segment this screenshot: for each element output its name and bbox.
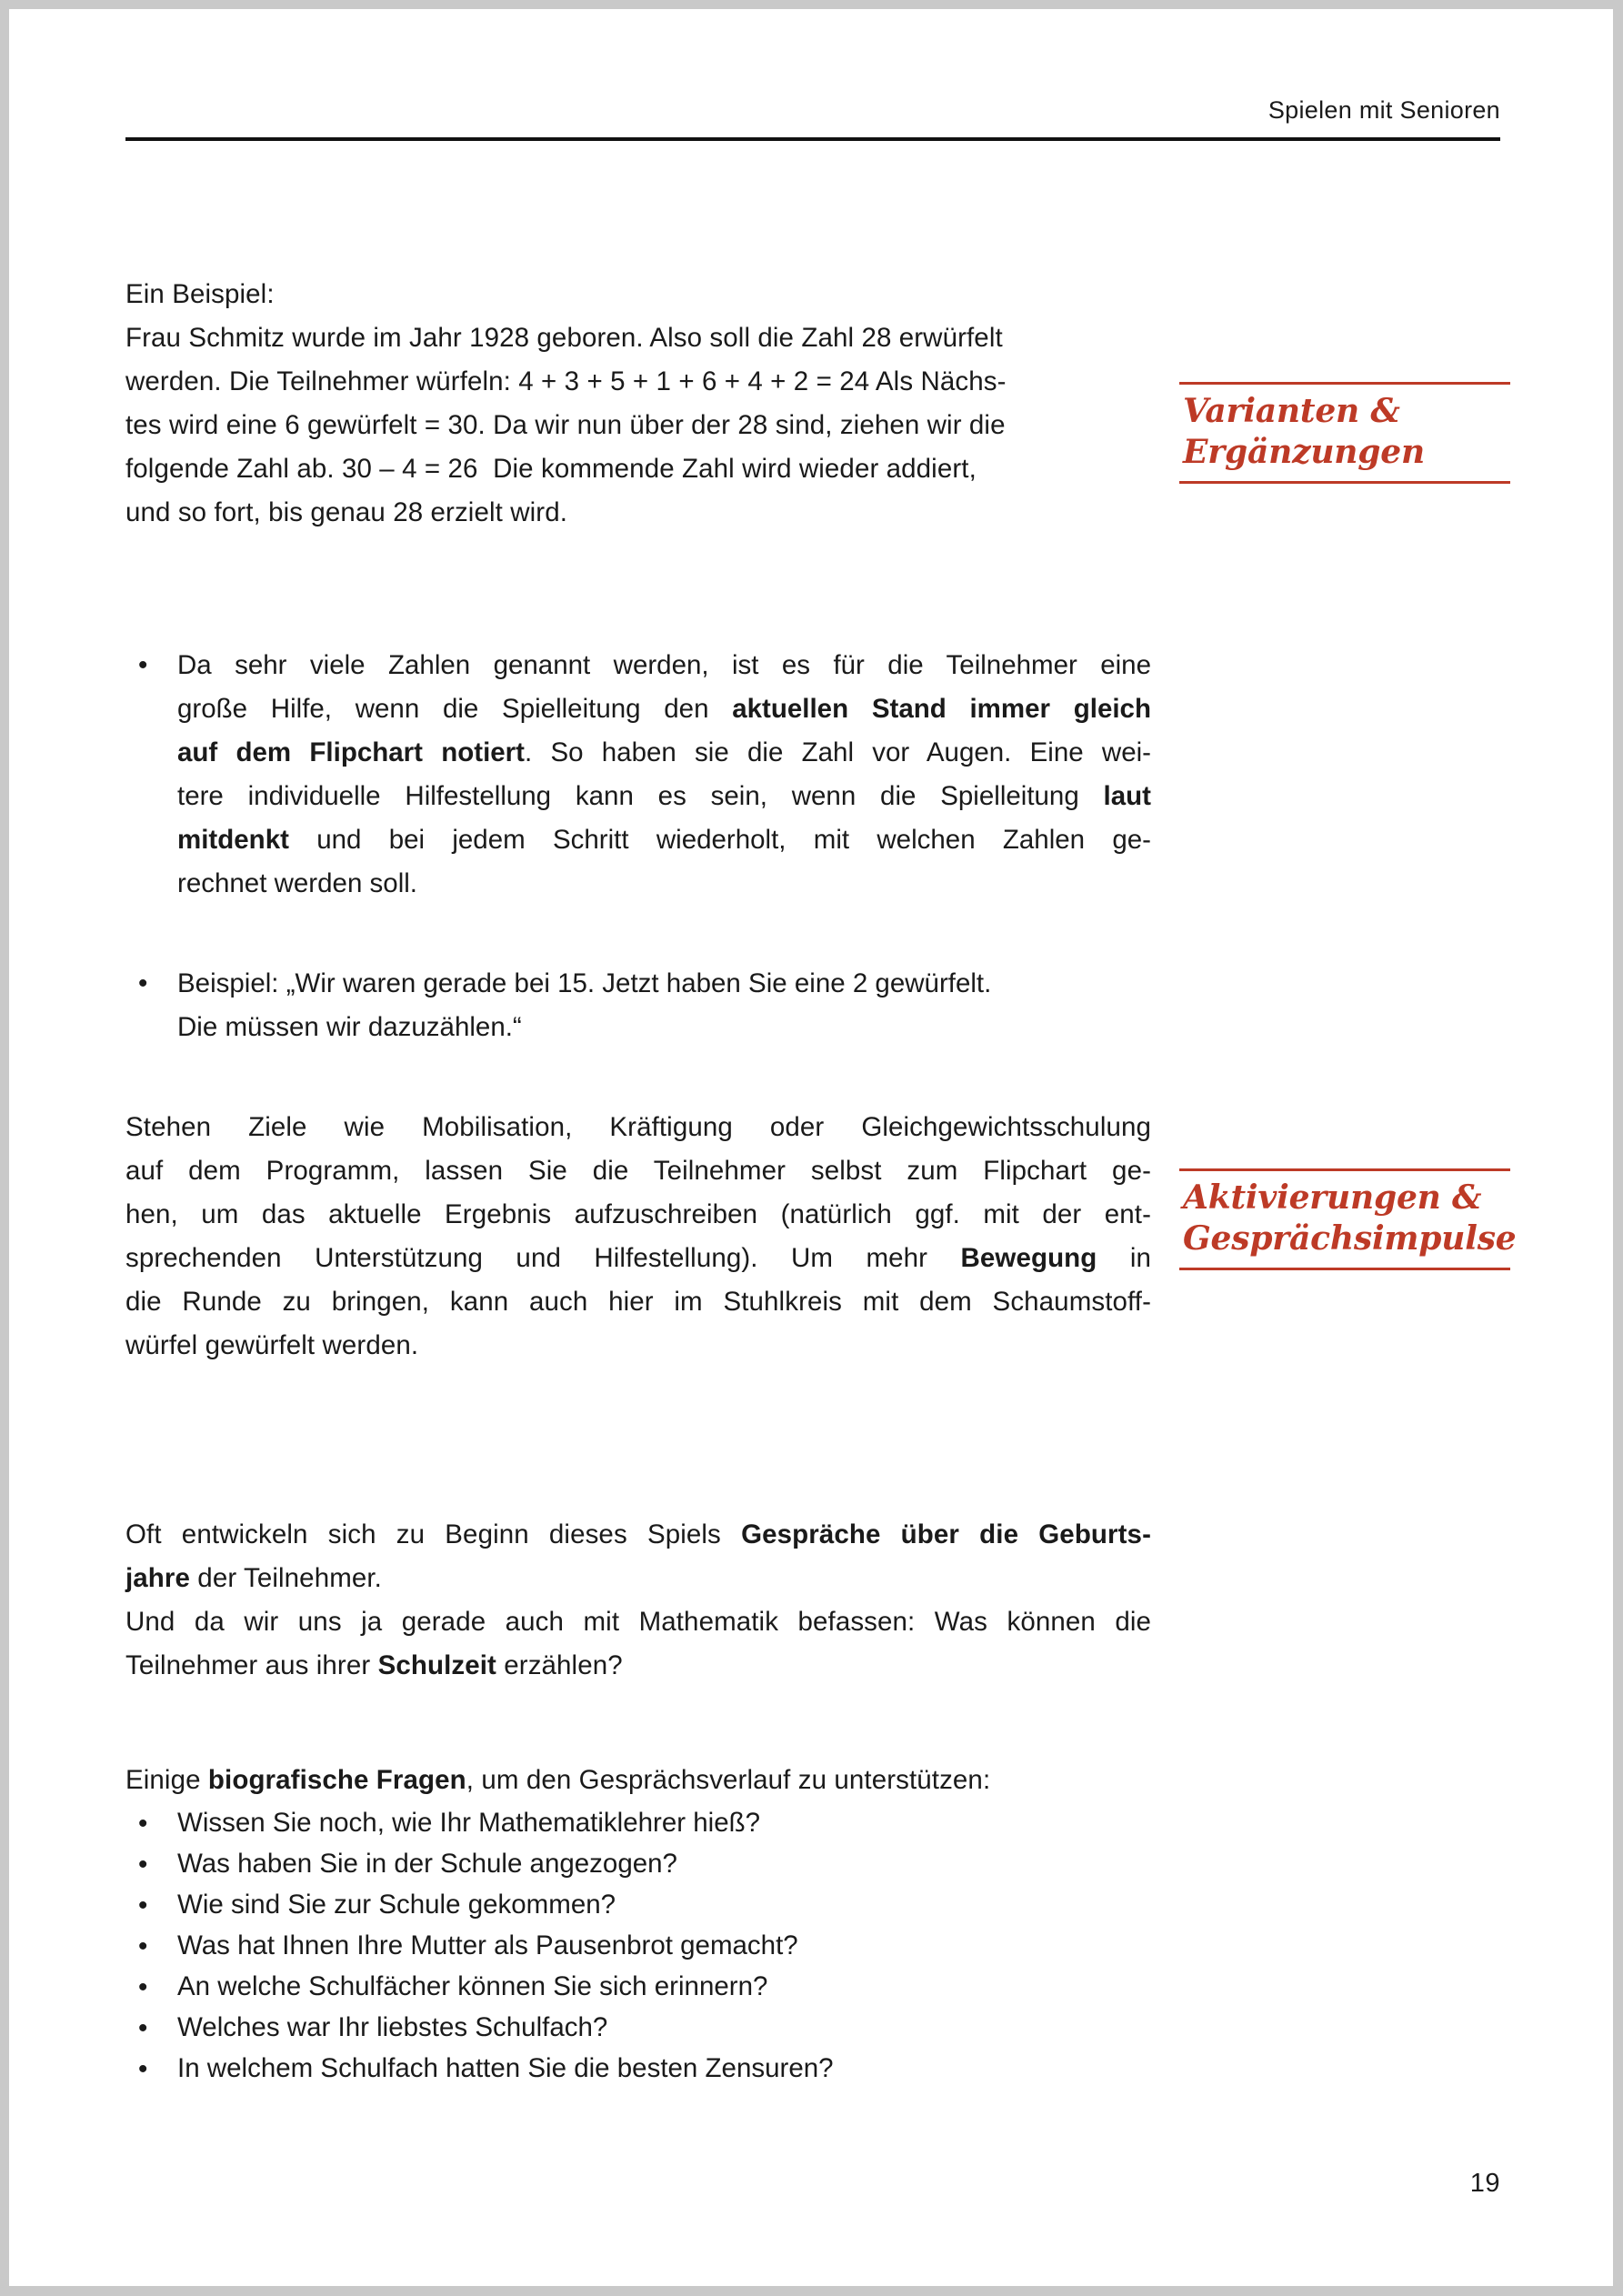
list-item [125, 1802, 1151, 1843]
flipchart-line-6: rechnet werden soll. [177, 868, 418, 898]
page-content [125, 273, 1517, 2150]
flipchart-line-2-bold: aktuellen Stand immer gleich [732, 694, 1151, 724]
ziele-line-5: die Runde zu bringen, kann auch hier im Stuhlkreis mit dem Schaumstoff- [125, 1287, 1151, 1317]
gespraeche-line-2 [125, 1557, 1151, 1600]
example-line-1: Ein Beispiel: [125, 279, 275, 309]
list-item [125, 1843, 1151, 1884]
example-line-5: folgende Zahl ab. 30 – 4 = 26 Die kommende Zahl wird wieder addiert, [125, 454, 977, 484]
biografische-fragen-list [125, 1802, 1151, 2089]
flipchart-line-4-bold: laut [1103, 781, 1151, 811]
spacer [1179, 484, 1510, 1168]
gespraeche-line-4-tail: erzählen? [496, 1650, 623, 1680]
spacer [125, 1049, 1151, 1106]
spacer [125, 535, 1151, 644]
flipchart-line-5 [177, 818, 1151, 862]
ziele-line-4 [125, 1237, 1151, 1280]
callout-aktivierungen-line-1: Aktivierungen & [1183, 1178, 1482, 1217]
flipchart-line-3-bold: auf dem Flipchart notiert [177, 737, 525, 767]
callout-varianten-line-1: Varianten & [1183, 392, 1400, 430]
gespraeche-line-2-plain: der Teilnehmer. [190, 1563, 382, 1593]
flipchart-line-5-plain: und bei jedem Schritt wiederholt, mit welchen Zahlen ge- [288, 825, 1151, 855]
flipchart-line-3-plain: . So haben sie die Zahl vor Augen. Eine wei- [525, 737, 1151, 767]
gespraeche-line-2-bold: jahre [125, 1563, 191, 1593]
callout-varianten-line-2: Ergänzungen [1183, 433, 1425, 471]
callout-varianten-title [1179, 385, 1510, 481]
beispiel-bullet-list [125, 962, 1151, 1049]
callout-rule-bottom [1179, 1268, 1510, 1270]
gespraeche-line-4 [125, 1644, 1151, 1688]
page-number: 19 [1469, 2169, 1500, 2198]
list-item [125, 2007, 1151, 2048]
list-item [125, 644, 1151, 906]
example-line-6: und so fort, bis genau 28 erzielt wird. [125, 497, 567, 527]
callout-aktivierungen-title [1179, 1171, 1517, 1268]
flipchart-line-5-bold: mitdenkt [177, 825, 289, 855]
gespraeche-line-1 [125, 1513, 1151, 1557]
sidebar-column [1179, 273, 1517, 1270]
gespraeche-line-3: Und da wir uns ja gerade auch mit Mathematik befassen: Was können die [125, 1607, 1151, 1637]
example-line-4: tes wird eine 6 gewürfelt = 30. Da wir nun über der 28 sind, ziehen wir die [125, 410, 1006, 440]
flipchart-line-3 [177, 731, 1151, 775]
callout-varianten [1179, 382, 1510, 484]
ziele-paragraph [125, 1106, 1151, 1368]
ziele-line-3: hen, um das aktuelle Ergebnis aufzuschreiben (natürlich ggf. mit der ent- [125, 1199, 1151, 1229]
list-item [125, 2048, 1151, 2089]
example-line-2: Frau Schmitz wurde im Jahr 1928 geboren. Also soll die Zahl 28 erwürfelt [125, 323, 1003, 353]
flipchart-line-4 [177, 775, 1151, 818]
ziele-line-1: Stehen Ziele wie Mobilisation, Kräftigung oder Gleichgewichtsschulung [125, 1112, 1151, 1142]
spacer [125, 906, 1151, 962]
biografische-intro [125, 1759, 1151, 1802]
gespraeche-line-4-plain: Teilnehmer aus ihrer [125, 1650, 378, 1680]
gespraeche-line-1-plain: Oft entwickeln sich zu Beginn dieses Spiels [125, 1519, 742, 1549]
list-item [125, 1966, 1151, 2007]
header-divider [125, 137, 1500, 141]
biografische-intro-suffix: , um den Gesprächsverlauf zu unterstützen: [466, 1765, 991, 1795]
flipchart-line-2 [177, 687, 1151, 731]
example-paragraph [125, 273, 1151, 535]
list-item [125, 1884, 1151, 1925]
beispiel-line-2: Die müssen wir dazuzählen.“ [177, 1012, 522, 1042]
callout-aktivierungen [1179, 1168, 1517, 1270]
frage-text: Welches war Ihr liebstes Schulfach? [177, 2012, 608, 2042]
document-page [9, 9, 1613, 2286]
spacer [125, 1688, 1151, 1759]
spacer [125, 1368, 1151, 1513]
example-line-3: werden. Die Teilnehmer würfeln: 4 + 3 + 5 + 1 + 6 + 4 + 2 = 24 Als Nächs- [125, 366, 1007, 396]
gespraeche-line-4-bold: Schulzeit [377, 1650, 496, 1680]
beispiel-line-1: • Beispiel: „Wir waren gerade bei 15. Jetzt haben Sie eine 2 gewürfelt. [177, 968, 992, 998]
main-column [125, 273, 1151, 2089]
callout-aktivierungen-line-2: Gesprächsimpulse [1183, 1219, 1517, 1258]
page-header [125, 95, 1500, 159]
list-item [125, 1925, 1151, 1966]
flipchart-line-2-plain: große Hilfe, wenn die Spielleitung den [177, 694, 733, 724]
frage-text: Wissen Sie noch, wie Ihr Mathematiklehrer hieß? [177, 1808, 761, 1838]
ziele-line-6: würfel gewürfelt werden. [125, 1330, 419, 1360]
ziele-line-4-plain: sprechenden Unterstützung und Hilfestellung). Um mehr [125, 1243, 961, 1273]
frage-text: Was hat Ihnen Ihre Mutter als Pausenbrot gemacht? [177, 1930, 798, 1960]
frage-text: An welche Schulfächer können Sie sich erinnern? [177, 1971, 768, 2001]
ziele-line-2: auf dem Programm, lassen Sie die Teilnehmer selbst zum Flipchart ge- [125, 1156, 1151, 1186]
biografische-intro-line [125, 1759, 1151, 1802]
flipchart-line-1: • Da sehr viele Zahlen genannt werden, ist es für die Teilnehmer eine [177, 650, 1151, 680]
list-item [125, 962, 1151, 1049]
frage-text: Wie sind Sie zur Schule gekommen? [177, 1890, 616, 1920]
ziele-line-4-bold: Bewegung [960, 1243, 1097, 1273]
running-head: Spielen mit Senioren [1267, 96, 1500, 124]
frage-text: Was haben Sie in der Schule angezogen? [177, 1849, 677, 1879]
spacer [1179, 273, 1510, 382]
gespraeche-line-1-bold: Gespräche über die Geburts- [741, 1519, 1151, 1549]
biografische-intro-prefix: Einige [125, 1765, 208, 1795]
ziele-line-4-tail: in [1097, 1243, 1152, 1273]
flipchart-line-4-plain: tere individuelle Hilfestellung kann es sein, wenn die Spielleitung [177, 781, 1104, 811]
frage-text: In welchem Schulfach hatten Sie die besten Zensuren? [177, 2053, 834, 2083]
gespraeche-paragraph [125, 1513, 1151, 1688]
flipchart-bullet-list [125, 644, 1151, 906]
biografische-intro-bold: biografische Fragen [207, 1765, 466, 1795]
